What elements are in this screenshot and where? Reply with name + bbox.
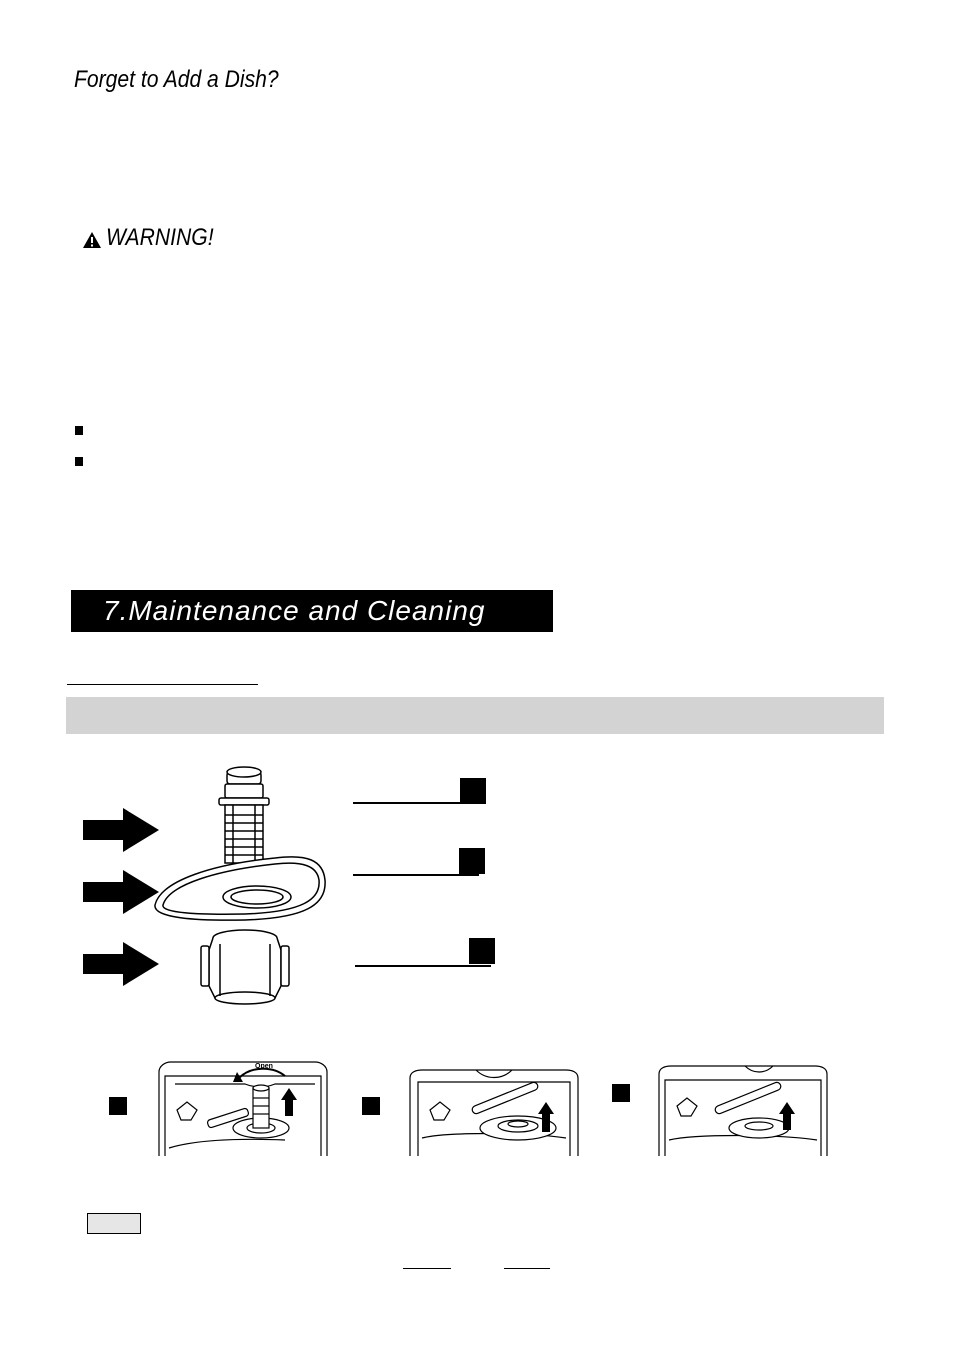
reference-underline	[504, 1268, 550, 1269]
section-banner	[71, 590, 553, 632]
heading-underline	[67, 684, 258, 685]
step-diagram-remove-coarse-filter	[406, 1066, 582, 1158]
warning-heading	[82, 226, 228, 254]
step-diagram-open-filter	[155, 1058, 331, 1158]
step-marker	[109, 1097, 127, 1115]
note-label-box	[87, 1213, 141, 1234]
filter-assembly-illustration	[75, 760, 505, 1020]
step-marker	[612, 1084, 630, 1102]
arrow-right-icon	[83, 808, 159, 852]
warning-triangle-icon	[82, 231, 102, 249]
label-open: Open	[255, 1063, 273, 1070]
step-diagram-remove-fine-filter	[655, 1062, 831, 1158]
arrow-right-icon	[83, 942, 159, 986]
step-marker	[362, 1097, 380, 1115]
banner-title: 7.Maintenance and Cleaning	[103, 595, 486, 626]
bullet-marker	[75, 426, 83, 435]
arrow-right-icon	[83, 870, 159, 914]
heading-forget-to-add-dish: Forget to Add a Dish?	[74, 66, 279, 93]
warning-label: WARNING!	[106, 224, 214, 251]
grey-header-bar	[66, 697, 884, 734]
reference-underline	[403, 1268, 451, 1269]
bullet-marker	[75, 457, 83, 466]
